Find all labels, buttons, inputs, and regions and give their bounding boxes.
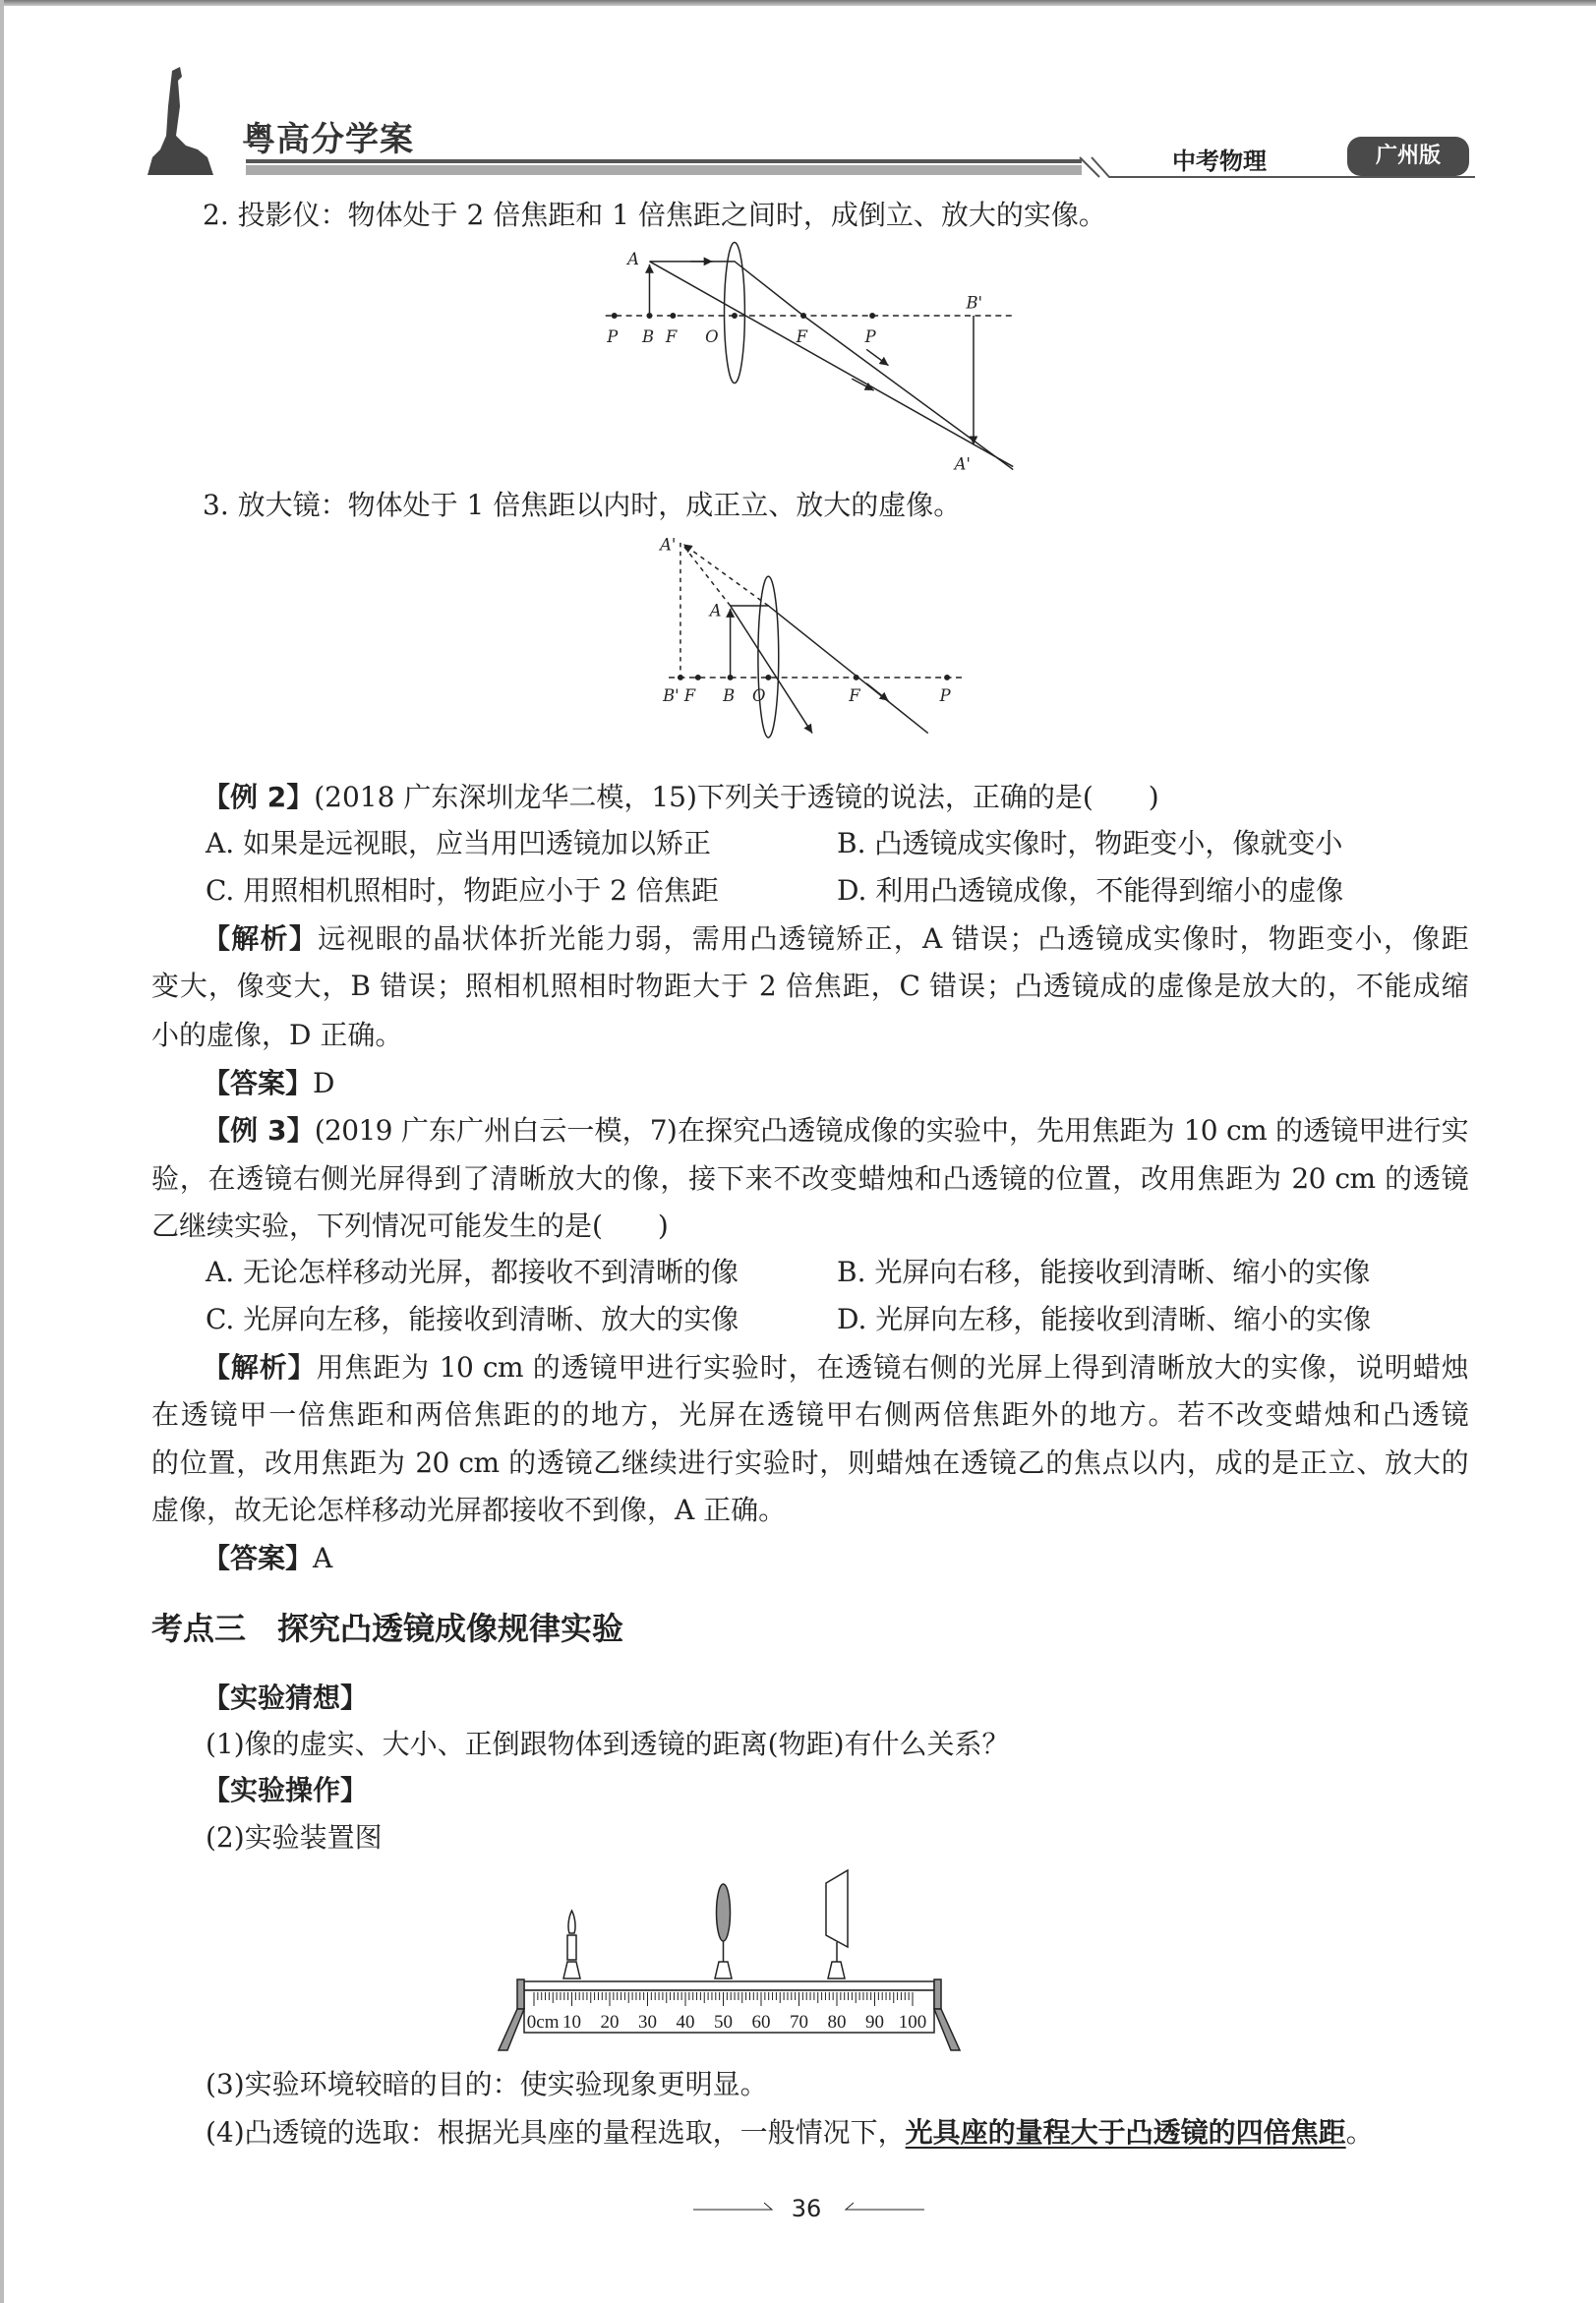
analysis-line: 变大，像变大，B 错误；照相机照相时物距大于 2 倍焦距，C 错误；凸透镜成的虚像是放大的，不能成缩 — [151, 970, 1468, 1002]
lens-holder — [715, 1962, 732, 1978]
leg-left — [499, 2009, 524, 2050]
candle — [567, 1935, 576, 1960]
experiment-operation-label: 【实验操作】 — [203, 1774, 369, 1806]
option-c: C. 用照相机照相时，物距应小于 2 倍焦距 — [206, 874, 719, 907]
analysis-line: 【解析】远视眼的晶状体折光能力弱，需用凸透镜矫正，A 错误；凸透镜成实像时，物距变小，像距 — [203, 922, 1468, 955]
example3-question: 乙继续实验，下列情况可能发生的是( ) — [151, 1210, 669, 1242]
section-heading: 考点三 探究凸透镜成像规律实验 — [151, 1610, 624, 1647]
ruler-label: 30 — [638, 2012, 657, 2033]
question-3: (3)实验环境较暗的目的：使实验现象更明显。 — [206, 2068, 768, 2100]
projector-rule: 2. 投影仪：物体处于 2 倍焦距和 1 倍焦距之间时，成倒立、放大的实像。 — [203, 199, 1106, 231]
label-F: F — [796, 326, 807, 346]
candle-holder — [563, 1962, 580, 1978]
label-A-prime: A' — [660, 535, 677, 555]
label-O: O — [705, 326, 719, 346]
option-b: B. 光屏向右移，能接收到清晰、缩小的实像 — [837, 1256, 1371, 1288]
answer-line: 【答案】A — [203, 1542, 333, 1574]
light-screen — [826, 1870, 848, 1947]
example3-question: 验，在透镜右侧光屏得到了清晰放大的像，接下来不改变蜡烛和凸透镜的位置，改用焦距为 20 cm 的透镜 — [151, 1162, 1468, 1195]
label-B-prime: B' — [966, 293, 983, 313]
leg-right — [934, 2009, 960, 2050]
analysis-line: 【解析】用焦距为 10 cm 的透镜甲进行实验时，在透镜右侧的光屏上得到清晰放大的实像，说明蜡烛 — [203, 1351, 1468, 1384]
analysis-line: 虚像，故无论怎样移动光屏都接收不到像，A 正确。 — [151, 1494, 787, 1526]
label-P: P — [939, 685, 951, 705]
label-A: A — [709, 601, 722, 620]
question-4: (4)凸透镜的选取：根据光具座的量程选取，一般情况下，光具座的量程大于凸透镜的四倍焦距。 — [206, 2116, 1374, 2149]
label-A-prime: A' — [954, 454, 971, 474]
ruler-label: 50 — [714, 2012, 733, 2033]
ruler-label: 60 — [751, 2012, 771, 2033]
rail — [524, 1981, 934, 1990]
magnifier-rule: 3. 放大镜：物体处于 1 倍焦距以内时，成正立、放大的虚像。 — [203, 489, 962, 521]
question-1: (1)像的虚实、大小、正倒跟物体到透镜的距离(物距)有什么关系？ — [206, 1728, 1010, 1760]
option-b: B. 凸透镜成实像时，物距变小，像就变小 — [837, 827, 1343, 859]
ruler-label: 80 — [827, 2012, 847, 2033]
lens — [717, 1884, 731, 1941]
edition-badge: 广州版 — [1347, 137, 1469, 176]
end-block-left — [517, 1979, 524, 2009]
question-2: (2)实验装置图 — [206, 1821, 383, 1854]
analysis-line: 的位置，改用焦距为 20 cm 的透镜乙继续进行实验时，则蜡烛在透镜乙的焦点以内，成的是正立、放大的 — [151, 1447, 1468, 1479]
option-d: D. 利用凸透镜成像，不能得到缩小的虚像 — [837, 874, 1344, 907]
option-a: A. 如果是远视眼，应当用凹透镜加以矫正 — [206, 827, 712, 859]
ruler-label: 40 — [676, 2012, 695, 2033]
label-F: F — [665, 326, 678, 346]
answer-line: 【答案】D — [203, 1067, 335, 1099]
label-B: B — [723, 685, 736, 705]
ruler-label: 90 — [865, 2012, 884, 2033]
option-d: D. 光屏向左移，能接收到清晰、缩小的实像 — [837, 1303, 1372, 1335]
subject-label: 中考物理 — [1172, 148, 1267, 175]
ruler-label: 70 — [790, 2012, 808, 2033]
label-F: F — [849, 685, 860, 705]
option-c: C. 光屏向左移，能接收到清晰、放大的实像 — [206, 1303, 739, 1335]
page-number: 36 — [791, 2195, 822, 2222]
example3-question: 【例 3】(2019 广东广州白云一模，7)在探究凸透镜成像的实验中，先用焦距为 10 cm 的透镜甲进行实 — [203, 1114, 1468, 1147]
example2-question: 【例 2】(2018 广东深圳龙华二模，15)下列关于透镜的说法，正确的是( ) — [203, 781, 1159, 813]
label-O: O — [751, 685, 766, 705]
label-B-prime-F: B' F — [663, 685, 696, 705]
label-P: P — [607, 326, 619, 346]
ruler-label: 10 — [562, 2012, 581, 2033]
end-block-right — [934, 1979, 941, 2009]
candle-flame — [568, 1911, 575, 1933]
label-B: B — [642, 326, 655, 346]
analysis-line: 小的虚像，D 正确。 — [151, 1019, 403, 1051]
ruler-label: 100 — [898, 2012, 927, 2033]
analysis-line: 在透镜甲一倍焦距和两倍焦距的的地方，光屏在透镜甲右侧两倍焦距外的地方。若不改变蜡烛和凸透镜 — [151, 1398, 1468, 1431]
experiment-guess-label: 【实验猜想】 — [203, 1682, 369, 1714]
screen-holder — [828, 1962, 845, 1978]
ruler-label: 0cm — [526, 2012, 560, 2033]
ruler-label: 20 — [600, 2012, 620, 2033]
label-A: A — [627, 249, 639, 268]
brand-title: 粤高分学案 — [242, 120, 414, 159]
label-P: P — [864, 326, 876, 346]
option-a: A. 无论怎样移动光屏，都接收不到清晰的像 — [206, 1256, 739, 1288]
